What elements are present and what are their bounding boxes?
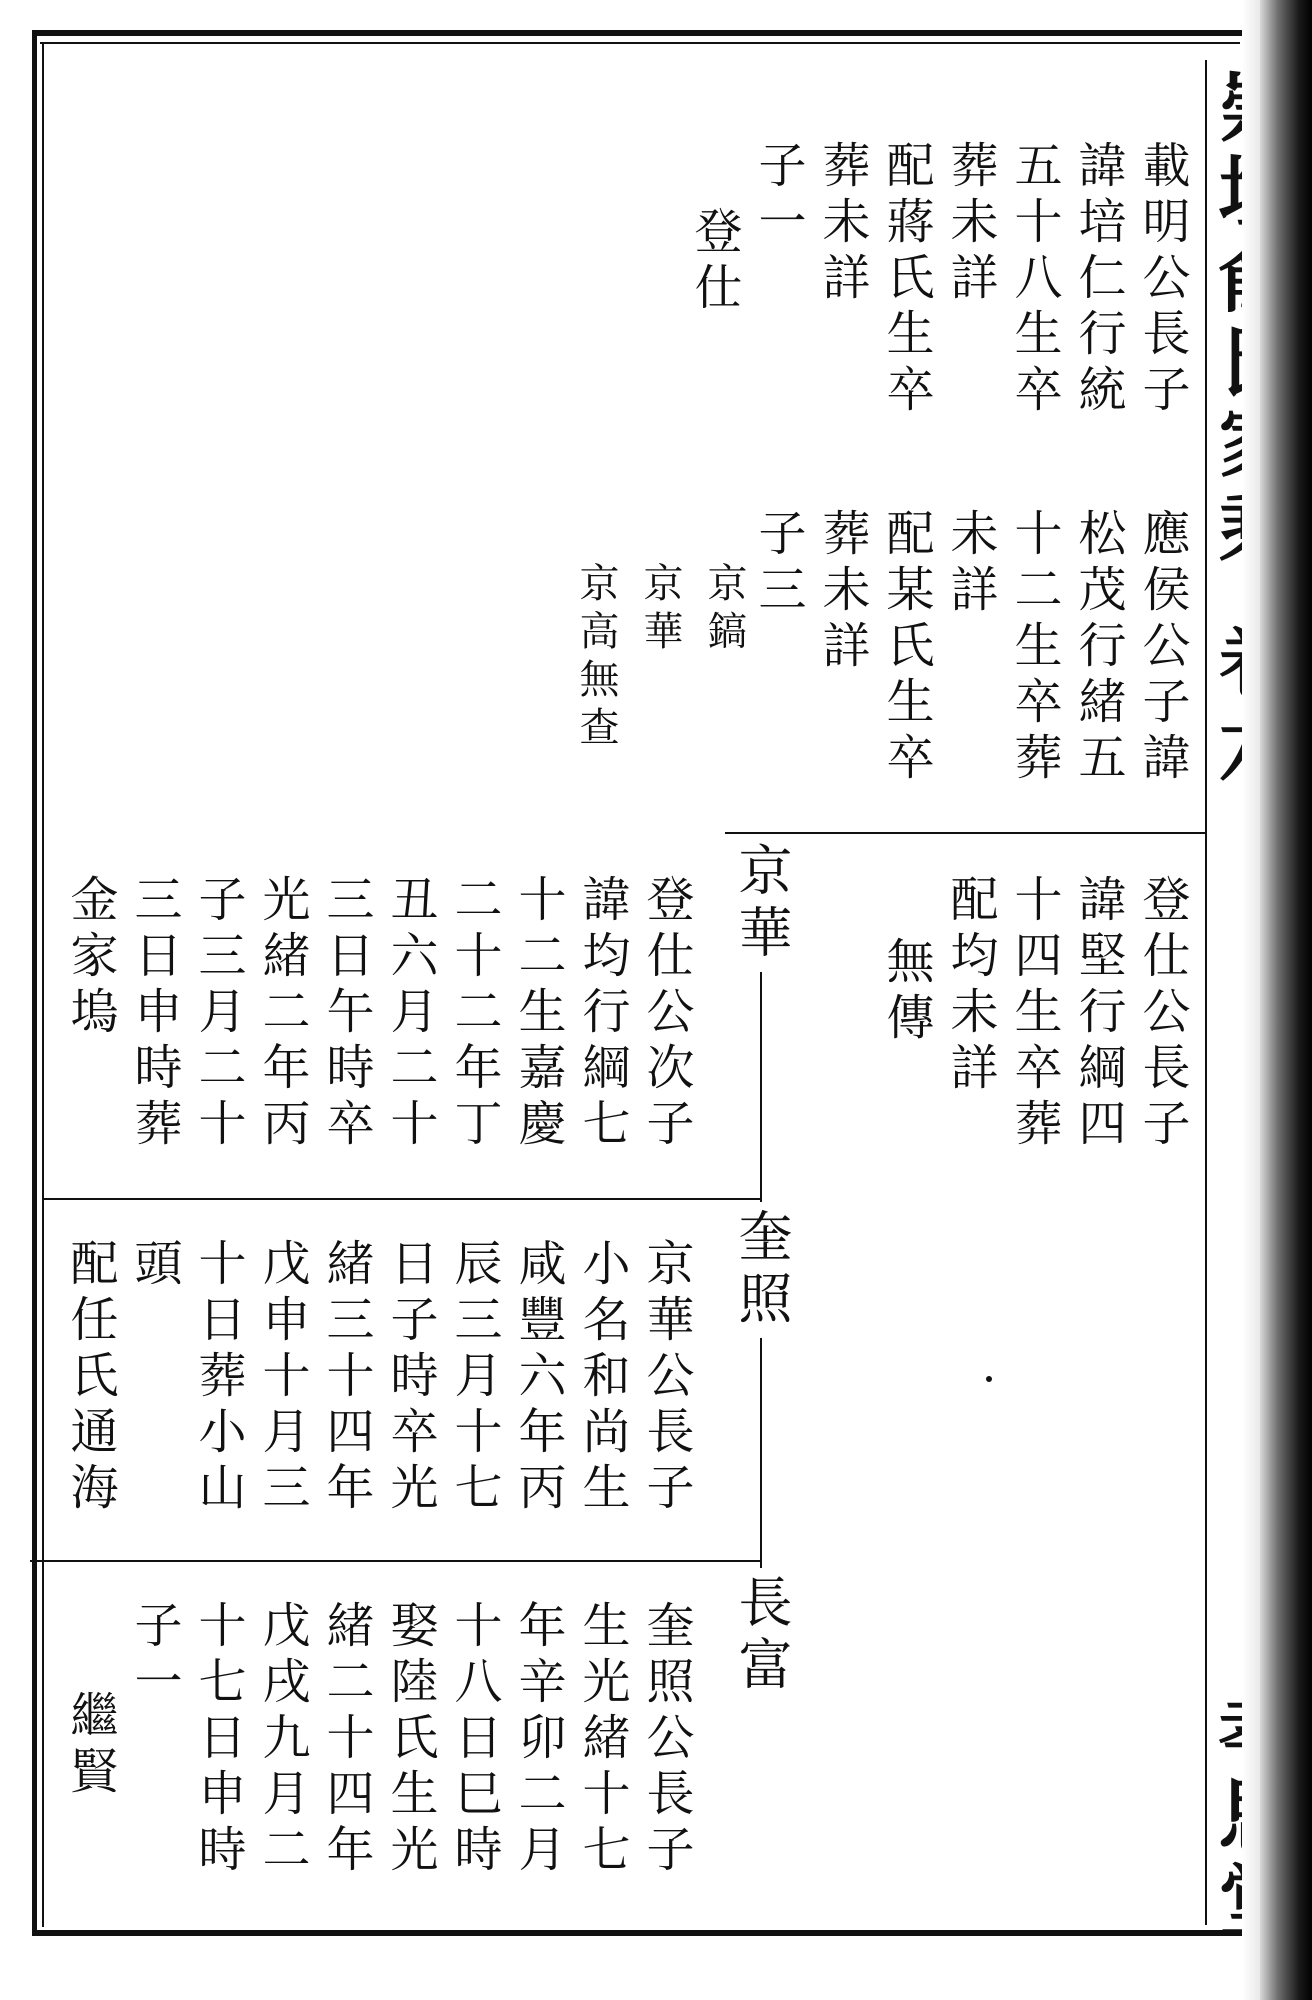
entry-top-right-col-8: 登仕 — [686, 206, 742, 318]
entry-kuizhao-col-4: 辰三月十七 — [446, 1238, 502, 1518]
entry-top-right-col-6: 葬未詳 — [814, 140, 870, 308]
ink-speck — [986, 1376, 992, 1382]
frame-top-inner-border — [40, 42, 1240, 44]
entry-changfu-col-2: 生光緒十七 — [574, 1600, 630, 1880]
entry-dengshi-col-3: 十四生卒葬 — [1006, 874, 1062, 1154]
entry-kuizhao-col-3: 咸豐六年丙 — [510, 1238, 566, 1518]
entry-jinghua-col-1: 登仕公次子 — [638, 874, 694, 1154]
entry-top-mid-col-5: 配某氏生卒 — [878, 508, 934, 788]
entry-jinghua-col-10: 金家塢 — [62, 874, 118, 1042]
frame-top-border — [32, 30, 1242, 36]
entry-changfu-col-6: 緒二十四年 — [318, 1600, 374, 1880]
entry-changfu-col-8: 十七日申時 — [190, 1600, 246, 1880]
entry-changfu-col-9: 子一 — [126, 1600, 182, 1712]
entry-top-right-col-3: 五十八生卒 — [1006, 140, 1062, 420]
name-changfu: 長富 — [734, 1568, 788, 1704]
entry-kuizhao-col-2: 小名和尚生 — [574, 1238, 630, 1518]
entry-changfu-col-5: 娶陸氏生光 — [382, 1600, 438, 1880]
entry-jinghua-col-7: 光緒二年丙 — [254, 874, 310, 1154]
entry-jinghua-col-4: 二十二年丁 — [446, 874, 502, 1154]
entry-kuizhao-col-10: 配任氏通海 — [62, 1238, 118, 1518]
frame-left-inner-border — [42, 42, 44, 1927]
entry-jinghua-col-8: 子三月二十 — [190, 874, 246, 1154]
entry-top-mid-col-10: 京高無查 — [573, 562, 619, 754]
entry-top-mid-col-4: 未詳 — [942, 508, 998, 620]
entry-jinghua-col-6: 三日午時卒 — [318, 874, 374, 1154]
entry-top-right-col-1: 載明公長子 — [1134, 140, 1190, 420]
page-fold-shade — [1242, 0, 1260, 2000]
entry-dengshi-col-4: 配均未詳 — [942, 874, 998, 1098]
entry-top-right-col-2: 諱培仁行統 — [1070, 140, 1126, 420]
entry-changfu-col-10: 繼賢 — [62, 1690, 118, 1802]
entry-kuizhao-col-5: 日子時卒光 — [382, 1238, 438, 1518]
entry-jinghua-col-5: 丑六月二十 — [382, 874, 438, 1154]
divider-row3-horizontal — [30, 1560, 760, 1562]
entry-top-mid-col-9: 京華 — [637, 562, 683, 658]
entry-dengshi-col-2: 諱堅行綱四 — [1070, 874, 1126, 1154]
entry-top-right-col-7: 子一 — [750, 140, 806, 252]
entry-changfu-col-3: 年辛卯二月 — [510, 1600, 566, 1880]
name-jinghua: 京華 — [734, 836, 788, 972]
entry-kuizhao-col-6: 緒三十四年 — [318, 1238, 374, 1518]
entry-dengshi-col-1: 登仕公長子 — [1134, 874, 1190, 1154]
entry-top-mid-col-1: 應侯公子諱 — [1134, 508, 1190, 788]
entry-kuizhao-col-1: 京華公長子 — [638, 1238, 694, 1518]
frame-left-border — [32, 30, 37, 1935]
entry-changfu-col-4: 十八日巳時 — [446, 1600, 502, 1880]
entry-jinghua-col-3: 十二生嘉慶 — [510, 874, 566, 1154]
entry-kuizhao-col-9: 頭 — [126, 1238, 182, 1294]
entry-top-mid-col-6: 葬未詳 — [814, 508, 870, 676]
divider-top-horizontal — [725, 832, 1205, 834]
frame-bottom-border — [32, 1930, 1242, 1936]
entry-jinghua-col-9: 三日申時葬 — [126, 874, 182, 1154]
entry-top-mid-col-8: 京鎬 — [701, 562, 747, 658]
name-kuizhao: 奎照 — [734, 1202, 788, 1338]
entry-changfu-col-1: 奎照公長子 — [638, 1600, 694, 1880]
entry-dengshi-col-5: 無傳 — [878, 936, 934, 1048]
entry-changfu-col-7: 戊戌九月二 — [254, 1600, 310, 1880]
divider-row2-horizontal — [42, 1198, 762, 1200]
entry-top-right-col-5: 配蔣氏生卒 — [878, 140, 934, 420]
entry-top-mid-col-7: 子三 — [750, 508, 806, 620]
entry-kuizhao-col-8: 十日葬小山 — [190, 1238, 246, 1518]
entry-jinghua-col-2: 諱均行綱七 — [574, 874, 630, 1154]
entry-kuizhao-col-7: 戊申十月三 — [254, 1238, 310, 1518]
entry-top-right-col-4: 葬未詳 — [942, 140, 998, 308]
entry-top-mid-col-3: 十二生卒葬 — [1006, 508, 1062, 788]
book-binding-edge — [1260, 0, 1312, 2000]
entry-top-mid-col-2: 松茂行緒五 — [1070, 508, 1126, 788]
